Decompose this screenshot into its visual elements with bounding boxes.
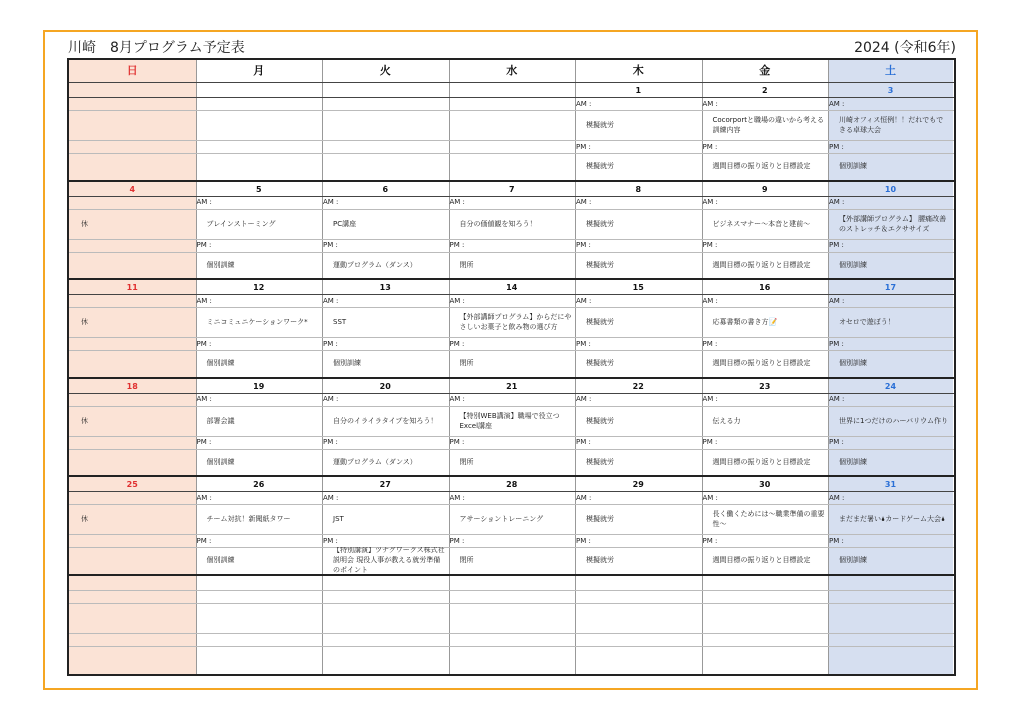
am-activity: 模擬就労: [586, 318, 614, 326]
day-number: 25: [126, 480, 138, 489]
weekday-header: 木: [632, 64, 644, 77]
row-divider: [69, 603, 954, 604]
pm-activity: 模擬就労: [586, 162, 614, 171]
am-activity: PC講座: [333, 219, 357, 228]
day-number: 2: [761, 86, 768, 95]
am-activity: 【外部講師プログラム】からだにやさしいお菓子と飲み物の選び方: [459, 313, 572, 331]
pm-label: PM :: [702, 339, 718, 348]
row-divider: [69, 140, 954, 141]
closed-day-label: 休: [81, 219, 88, 228]
year-label: 2024 (令和6年): [854, 40, 956, 56]
closed-day-label: 休: [81, 515, 88, 523]
am-label: AM :: [576, 296, 592, 305]
day-number: [322, 83, 449, 98]
pm-label: PM :: [702, 536, 718, 545]
day-number: 29: [632, 480, 644, 489]
am-activity: 長く働くためには〜職業準備の重要性〜: [712, 510, 825, 528]
pm-label: PM :: [323, 536, 338, 545]
day-number: 24: [884, 381, 897, 391]
pm-activity: 模擬就労: [586, 556, 614, 565]
pm-activity: 個別訓練: [839, 260, 867, 269]
pm-label: PM :: [449, 339, 465, 348]
day-number: 1: [635, 86, 642, 95]
am-activity: 自分の価値観を知ろう！: [459, 219, 537, 228]
pm-activity: 個別訓練: [333, 359, 361, 368]
pm-label: PM :: [829, 536, 844, 545]
day-number: 30: [759, 480, 771, 489]
am-activity: ブレインストーミング: [206, 219, 276, 228]
am-label: AM :: [829, 198, 845, 206]
am-label: AM :: [829, 296, 845, 305]
pm-activity: 週間目標の振り返りと目標設定: [712, 260, 811, 269]
pm-activity: 週間目標の振り返りと目標設定: [712, 162, 811, 171]
weekday-header: 日: [126, 64, 138, 77]
day-number: 26: [253, 480, 265, 489]
day-number: 22: [632, 381, 644, 391]
weekday-header: 金: [759, 64, 771, 77]
pm-label: PM :: [449, 241, 465, 249]
day-number: 16: [759, 283, 771, 292]
am-label: AM :: [196, 493, 212, 502]
am-activity: 川崎オフィス恒例！！だれでもできる卓球大会: [839, 116, 944, 134]
am-label: AM :: [829, 493, 845, 502]
am-label: AM :: [196, 395, 212, 403]
day-number: 19: [253, 381, 265, 391]
day-number: 7: [508, 184, 515, 194]
am-label: AM :: [196, 296, 212, 305]
row-divider: [69, 646, 954, 647]
pm-label: PM :: [576, 438, 591, 446]
pm-activity: 個別訓練: [839, 359, 867, 368]
day-number: 21: [506, 381, 518, 391]
closed-day-label: 休: [81, 416, 88, 425]
am-activity: オセロで遊ぼう！: [839, 318, 895, 326]
am-activity: まだまだ暑い🌢カードゲーム大会🌢: [839, 515, 946, 523]
am-label: AM :: [702, 198, 718, 206]
am-label: AM :: [829, 395, 845, 403]
am-activity: 応募書類の書き方📝: [712, 318, 778, 326]
pm-activity: 個別訓練: [206, 457, 235, 466]
day-number: 9: [761, 184, 768, 194]
day-number: 8: [635, 184, 642, 194]
pm-label: PM :: [323, 339, 338, 348]
pm-activity: 個別訓練: [839, 556, 867, 565]
day-number: 5: [255, 184, 262, 194]
day-number: 12: [253, 283, 265, 292]
pm-label: PM :: [196, 438, 212, 446]
am-activity: SST: [333, 318, 347, 326]
am-label: AM :: [576, 493, 592, 502]
pm-activity: 個別訓練: [206, 359, 235, 368]
am-activity: 世界に1つだけのハーバリウム作り: [839, 416, 949, 425]
pm-label: PM :: [576, 339, 591, 348]
day-number: 18: [126, 381, 138, 391]
pm-activity: 模擬就労: [586, 260, 614, 269]
pm-label: PM :: [829, 438, 844, 446]
day-number: [69, 83, 196, 98]
pm-activity: 閉所: [459, 260, 474, 269]
am-label: AM :: [449, 493, 465, 502]
row-divider: [69, 590, 954, 591]
day-number: 4: [129, 184, 136, 194]
pm-label: PM :: [323, 438, 338, 446]
pm-activity: 閉所: [459, 359, 474, 368]
day-number: 15: [632, 283, 644, 292]
calendar-grid: [67, 58, 956, 676]
day-number: 13: [379, 283, 391, 292]
pm-activity: 【特別講演】ツナグワークス株式社 説明会 現役人事が教える就労準備のポイント: [333, 547, 445, 574]
pm-label: PM :: [323, 241, 338, 249]
weekday-header: 水: [506, 64, 518, 77]
pm-activity: 運動プログラム（ダンス）: [333, 260, 417, 269]
pm-activity: 閉所: [459, 556, 474, 565]
am-label: AM :: [323, 198, 339, 206]
am-activity: 部署会議: [206, 416, 235, 425]
am-label: AM :: [323, 395, 339, 403]
row-divider: [69, 633, 954, 634]
pm-label: PM :: [449, 438, 465, 446]
am-label: AM :: [196, 198, 212, 206]
am-activity: 【特別WEB講演】職場で役立つExcel講座: [459, 411, 560, 430]
am-activity: 模擬就労: [586, 416, 614, 425]
page-title: 川崎 8月プログラム予定表: [68, 40, 245, 56]
day-number: 28: [506, 480, 518, 489]
day-number: 3: [887, 86, 894, 95]
am-label: AM :: [702, 395, 718, 403]
am-activity: 伝える力: [712, 416, 741, 425]
am-label: AM :: [576, 395, 592, 403]
am-label: AM :: [323, 296, 339, 305]
day-number: 17: [884, 283, 897, 292]
am-activity: チーム対抗！新聞紙タワー: [206, 515, 291, 523]
pm-activity: 閉所: [459, 457, 474, 466]
pm-activity: 週間目標の振り返りと目標設定: [712, 359, 811, 368]
day-number: 6: [382, 184, 389, 194]
pm-label: PM :: [702, 438, 718, 446]
pm-label: PM :: [449, 536, 465, 545]
day-number: 23: [759, 381, 771, 391]
am-activity: 模擬就労: [586, 121, 614, 129]
weekday-header: 火: [379, 64, 391, 77]
am-label: AM :: [449, 198, 465, 206]
am-label: AM :: [576, 99, 592, 108]
pm-activity: 個別訓練: [206, 260, 235, 269]
pm-label: PM :: [576, 241, 591, 249]
am-label: AM :: [449, 395, 465, 403]
pm-label: PM :: [576, 536, 591, 545]
am-activity: 【外部講師プログラム】 腰痛改善のストレッチ＆エクササイズ: [839, 214, 947, 233]
am-label: AM :: [576, 198, 592, 206]
am-label: AM :: [323, 493, 339, 502]
day-number: 31: [884, 480, 897, 489]
am-activity: アサーショントレーニング: [459, 515, 544, 523]
am-label: AM :: [702, 99, 718, 108]
weekday-header: 土: [885, 64, 896, 77]
am-activity: 模擬就労: [586, 219, 614, 228]
pm-label: PM :: [702, 142, 718, 151]
pm-activity: 模擬就労: [586, 457, 614, 466]
pm-label: PM :: [829, 241, 844, 249]
am-activity: ミニコミュニケーションワーク*: [206, 318, 308, 326]
pm-label: PM :: [702, 241, 718, 249]
pm-activity: 週間目標の振り返りと目標設定: [712, 457, 811, 466]
pm-activity: 個別訓練: [839, 162, 867, 171]
pm-label: PM :: [196, 339, 212, 348]
am-activity: 自分のイライラタイプを知ろう！: [333, 416, 438, 425]
am-label: AM :: [829, 99, 845, 108]
day-number: 20: [379, 381, 391, 391]
pm-label: PM :: [196, 241, 212, 249]
pm-activity: 模擬就労: [586, 359, 614, 368]
day-number: 27: [379, 480, 391, 489]
pm-activity: 週間目標の振り返りと目標設定: [712, 556, 811, 565]
am-activity: JST: [333, 515, 344, 523]
day-number: [449, 83, 576, 98]
day-number: [196, 83, 323, 98]
pm-label: PM :: [196, 536, 212, 545]
pm-activity: 個別訓練: [839, 457, 867, 466]
am-label: AM :: [702, 493, 718, 502]
pm-label: PM :: [829, 339, 844, 348]
am-label: AM :: [449, 296, 465, 305]
pm-activity: 運動プログラム（ダンス）: [333, 457, 417, 466]
weekday-header: 月: [253, 64, 265, 77]
day-number: 11: [126, 283, 138, 292]
am-activity: ビジネスマナー〜本音と建前〜: [712, 219, 811, 228]
pm-label: PM :: [829, 142, 844, 151]
row-divider: [69, 574, 954, 576]
pm-activity: 個別訓練: [206, 556, 235, 565]
closed-day-label: 休: [81, 318, 88, 326]
day-number: 14: [506, 283, 518, 292]
am-label: AM :: [702, 296, 718, 305]
day-number: 10: [884, 184, 897, 194]
am-activity: 模擬就労: [586, 515, 614, 523]
pm-label: PM :: [576, 142, 591, 151]
am-activity: Cocorportと職場の違いから考える訓練内容: [712, 116, 825, 134]
